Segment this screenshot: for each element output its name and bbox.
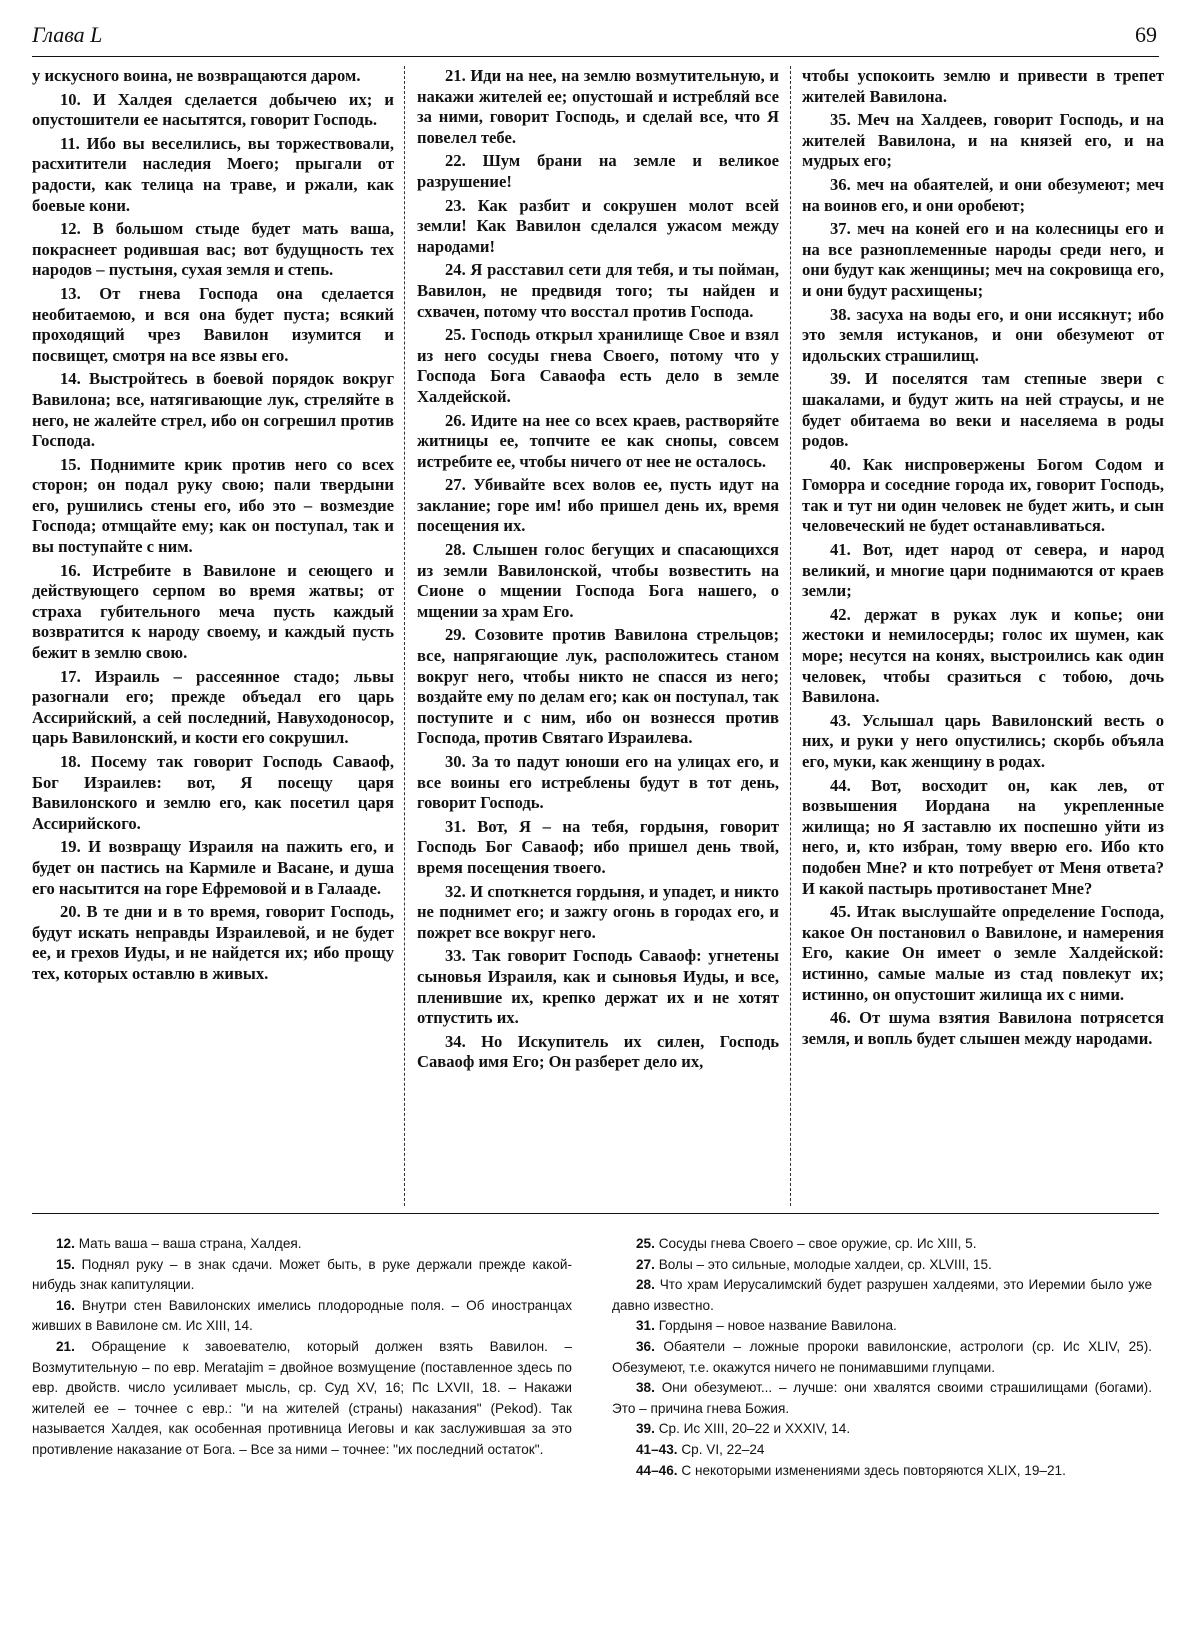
footnote [32,1234,572,1255]
footnote-text: Гордыня – новое название Вавилона. [658,1318,897,1334]
footnote-ref: 16. [56,1297,75,1313]
verse: 10. И Халдея сделается добычею их; и опустошители ее насытятся, говорит Господь. [32,89,394,130]
text-column-3 [802,66,1164,1052]
footnote [612,1275,1152,1316]
verse: 36. меч на обаятелей, и они обезумеют; меч на воинов его, и они оробеют; [802,174,1164,215]
verse: 11. Ибо вы веселились, вы торжествовали, расхитители наследия Моего; прыгали от радости, как телица на траве, и ржали, как боевые кони. [32,133,394,215]
footnote-ref: 12. [56,1236,75,1251]
footnote-text: Обращение к завоевателю, который должен взять Вавилон. – Возмутительную – по евр. Meratajim = двойное возмущение (поставленное здесь по евр. двойств. число усиливает мысль, ср. Суд XV, 16; Пс LXVII, 18. – Накажи жителей ее – точнее с евр.: "и на жителей (страны) наказания" (Pekod). Так называется Халдея, как особенная противница Иеговы и как заслужившая за это противление наказание от Бога. – Все за ними – точнее: "их последний остаток". [32,1338,573,1457]
footnote-text: Они обезумеют... – лучше: они хвалятся своими страшилищами (богами). Это – причина гнева Божия. [612,1380,1152,1416]
verse: 13. От гнева Господа она сделается необитаемою, и вся она будет пуста; всякий проходящий чрез Вавилон изумится и посвищет, смотря на все язвы его. [32,283,394,365]
verse: 41. Вот, идет народ от севера, и народ великий, и многие цари поднимаются от краев земли; [802,540,1164,601]
footnote [612,1378,1152,1419]
footnote-ref: 27. [636,1256,655,1272]
footnote [612,1419,1152,1440]
chapter-title: Глава L [32,22,103,47]
text-column-1 [32,66,394,988]
verse: чтобы успокоить землю и привести в трепет жителей Вавилона. [802,66,1164,106]
verse: 21. Иди на нее, на землю возмутительную, и накажи жителей ее; опустошай и истребляй все за ними, говорит Господь, и сделай все, что Я повелел тебе. [417,66,779,147]
footnote [612,1440,1152,1461]
verse: 20. В те дни и в то время, говорит Господь, будут искать неправды Израилевой, и не будет ее, и грехов Иуды, и не найдется их; ибо прощу тех, которых оставлю в живых. [32,902,394,983]
footnote-text: Мать ваша – ваша страна, Халдея. [78,1236,302,1251]
verse: 14. Выстройтесь в боевой порядок вокруг Вавилона; все, натягивающие лук, стреляйте в него, не жалейте стрел, ибо он согрешил против Господа. [32,369,394,451]
footnote [612,1316,1152,1337]
verse: 31. Вот, Я – на тебя, гордыня, говорит Господь Бог Саваоф; ибо пришел день твой, время посещения твоего. [417,816,779,877]
footnote-ref: 25. [636,1236,655,1251]
footnote-ref: 15. [56,1256,75,1272]
verse: 18. Посему так говорит Господь Саваоф, Бог Израилев: вот, Я посещу царя Вавилонского и землю его, как посетил царя Ассирийского. [32,752,394,833]
verse: 43. Услышал царь Вавилонский весть о них, и руки у него опустились; скорбь объяла его, муки, как женщину в родах. [802,710,1164,771]
footnote [612,1234,1152,1255]
footnote-separator [32,1213,1159,1214]
footnote-ref: 41–43. [636,1441,678,1457]
page-number: 69 [1135,22,1157,47]
verse: 45. Итак выслушайте определение Господа, какое Он постановил о Вавилоне, и намерения Его, какие Он имеет о земле Халдейской: истинно, самые малые из стад повлекут их; истинно, он опустошит жилища их с ними. [802,902,1164,1004]
footnotes-right [612,1234,1152,1481]
footnote [612,1461,1152,1482]
verse: 40. Как ниспровержены Богом Содом и Гоморра и соседние города их, говорит Господь, так и тут ни один человек не будет жить, и сын человеческий не будет останавливаться. [802,454,1164,536]
verse: 32. И споткнется гордыня, и упадет, и никто не поднимет его; и зажгу огонь в городах его, и пожрет все вокруг него. [417,881,779,942]
footnote [32,1255,572,1296]
footnote [612,1337,1152,1378]
verse: 23. Как разбит и сокрушен молот всей земли! Как Вавилон сделался ужасом между народами! [417,195,779,256]
footnote [32,1296,572,1337]
verse: 44. Вот, восходит он, как лев, от возвышения Иордана на укрепленные жилища; но Я заставлю их поспешно уйти из него, и, кто избран, тому вверю его. Ибо кто подобен Мне? и кто потребует от Меня ответа? И какой пастырь противостанет Мне? [802,775,1164,898]
footnote-text: Что храм Иерусалимский будет разрушен халдеями, это Иеремии было уже давно известно. [612,1277,1153,1313]
footnote-text: Сосуды гнева Своего – свое оружие, ср. Ис XIII, 5. [658,1236,977,1251]
footnote-ref: 44–46. [636,1462,678,1478]
footnote-text: Ср. Ис XIII, 20–22 и XXXIV, 14. [658,1421,851,1437]
verse: 42. держат в руках лук и копье; они жестоки и немилосерды; голос их шумен, как море; несутся на конях, выстроились как один человек, чтобы сразиться с тобою, дочь Вавилона. [802,604,1164,707]
verse: 46. От шума взятия Вавилона потрясется земля, и вопль будет слышен между народами. [802,1008,1164,1048]
verse: 12. В большом стыде будет мать ваша, покраснеет родившая вас; вот будущность тех народов – пустыня, сухая земля и степь. [32,219,394,280]
footnote [32,1337,572,1461]
footnote-text: Волы – это сильные, молодые халдеи, ср. XLVIII, 15. [658,1256,992,1272]
text-column-2 [417,66,779,1076]
verse: 35. Меч на Халдеев, говорит Господь, и на жителей Вавилона, и на князей его, и на мудрых его; [802,110,1164,171]
footnote-ref: 28. [636,1277,655,1293]
verse: 29. Созовите против Вавилона стрельцов; все, напрягающие лук, расположитесь станом вокруг него, чтобы никто не спасся из него; воздайте ему по делам его; как он поступал, так поступите и с ним, ибо он вознесся против Господа, против Святаго Израилева. [417,625,779,748]
verse: 34. Но Искупитель их силен, Господь Саваоф имя Его; Он разберет дело их, [417,1031,779,1072]
footnote-ref: 38. [636,1380,655,1396]
verse: 17. Израиль – рассеянное стадо; львы разогнали его; прежде объедал его царь Ассирийский, а сей последний, Навуходоносор, царь Вавилонский, и кости его сокрушил. [32,666,394,748]
verse: 15. Поднимите крик против него со всех сторон; он подал руку свою; пали твердыни его, рушились стены его, ибо это – возмездие Господа; отмщайте ему; как он поступал, так и вы поступайте с ним. [32,454,394,557]
footnote-ref: 21. [56,1338,75,1354]
footnote-ref: 36. [636,1338,655,1354]
verse: 22. Шум брани на земле и великое разрушение! [417,151,779,191]
footnote [612,1255,1152,1276]
verse: 19. И возвращу Израиля на пажить его, и будет он пастись на Кармиле и Васане, и душа его насытится на горе Ефремовой и в Галааде. [32,837,394,898]
verse: 16. Истребите в Вавилоне и сеющего и действующего серпом во время жатвы; от страха губительного меча пусть каждый возвратится к народу своему, и каждый пусть бежит в землю свою. [32,560,394,663]
verse: 25. Господь открыл хранилище Свое и взял из него сосуды гнева Своего, потому что у Господа Бога Саваофа есть дело в земле Халдейской. [417,325,779,406]
verse: у искусного воина, не возвращаются даром. [32,66,361,85]
verse: 39. И поселятся там степные звери с шакалами, и будут жить на ней страусы, и не будет обитаема во веки и населяема в роды родов. [802,369,1164,451]
footnote-text: Поднял руку – в знак сдачи. Может быть, в руке держали прежде какой-нибудь знак капитуляции. [32,1256,573,1293]
footnote-text: Ср. VI, 22–24 [681,1441,765,1457]
verse: 38. засуха на воды его, и они иссякнут; ибо это земля истуканов, и они обезумеют от идольских страшилищ. [802,304,1164,365]
verse: 37. меч на коней его и на колесницы его и на все разноплеменные народы среди него, и они будут как женщины; меч на сокровища его, и они будут расхищены; [802,219,1164,300]
column-divider [790,66,791,1206]
verse: 30. За то падут юноши его на улицах его, и все воины его истреблены будут в тот день, говорит Господь. [417,752,779,813]
verse: 27. Убивайте всех волов ее, пусть идут на заклание; горе им! ибо пришел день их, время посещения их. [417,475,779,536]
page-header [32,22,1159,57]
footnotes-left [32,1234,572,1461]
verse: 33. Так говорит Господь Саваоф: угнетены сыновья Израиля, как и сыновья Иуды, и все, пленившие их, крепко держат их и не хотят отпустить их. [417,946,779,1028]
footnote-text: Внутри стен Вавилонских имелись плодородные поля. – Об иностранцах живших в Вавилоне см. Ис XIII, 14. [32,1297,572,1334]
verse: 28. Слышен голос бегущих и спасающихся из земли Вавилонской, чтобы возвестить на Сионе о мщении Господа Бога нашего, о мщении за храм Его. [417,540,779,621]
verse: 24. Я расставил сети для тебя, и ты пойман, Вавилон, не предвидя того; ты найден и схвачен, потому что восстал против Господа. [417,260,779,321]
footnote-ref: 31. [636,1318,655,1334]
footnote-text: С некоторыми изменениями здесь повторяются XLIX, 19–21. [681,1462,1066,1478]
column-divider [404,66,405,1206]
verse: 26. Идите на нее со всех краев, растворяйте житницы ее, топчите ее как снопы, совсем истребите ее, чтобы ничего от нее не осталось. [417,410,779,471]
footnote-ref: 39. [636,1421,655,1437]
footnote-text: Обаятели – ложные пророки вавилонские, астрологи (ср. Ис XLIV, 25). Обезумеют, т.е. окажутся ничего не понимавшими глупцами. [612,1338,1152,1375]
